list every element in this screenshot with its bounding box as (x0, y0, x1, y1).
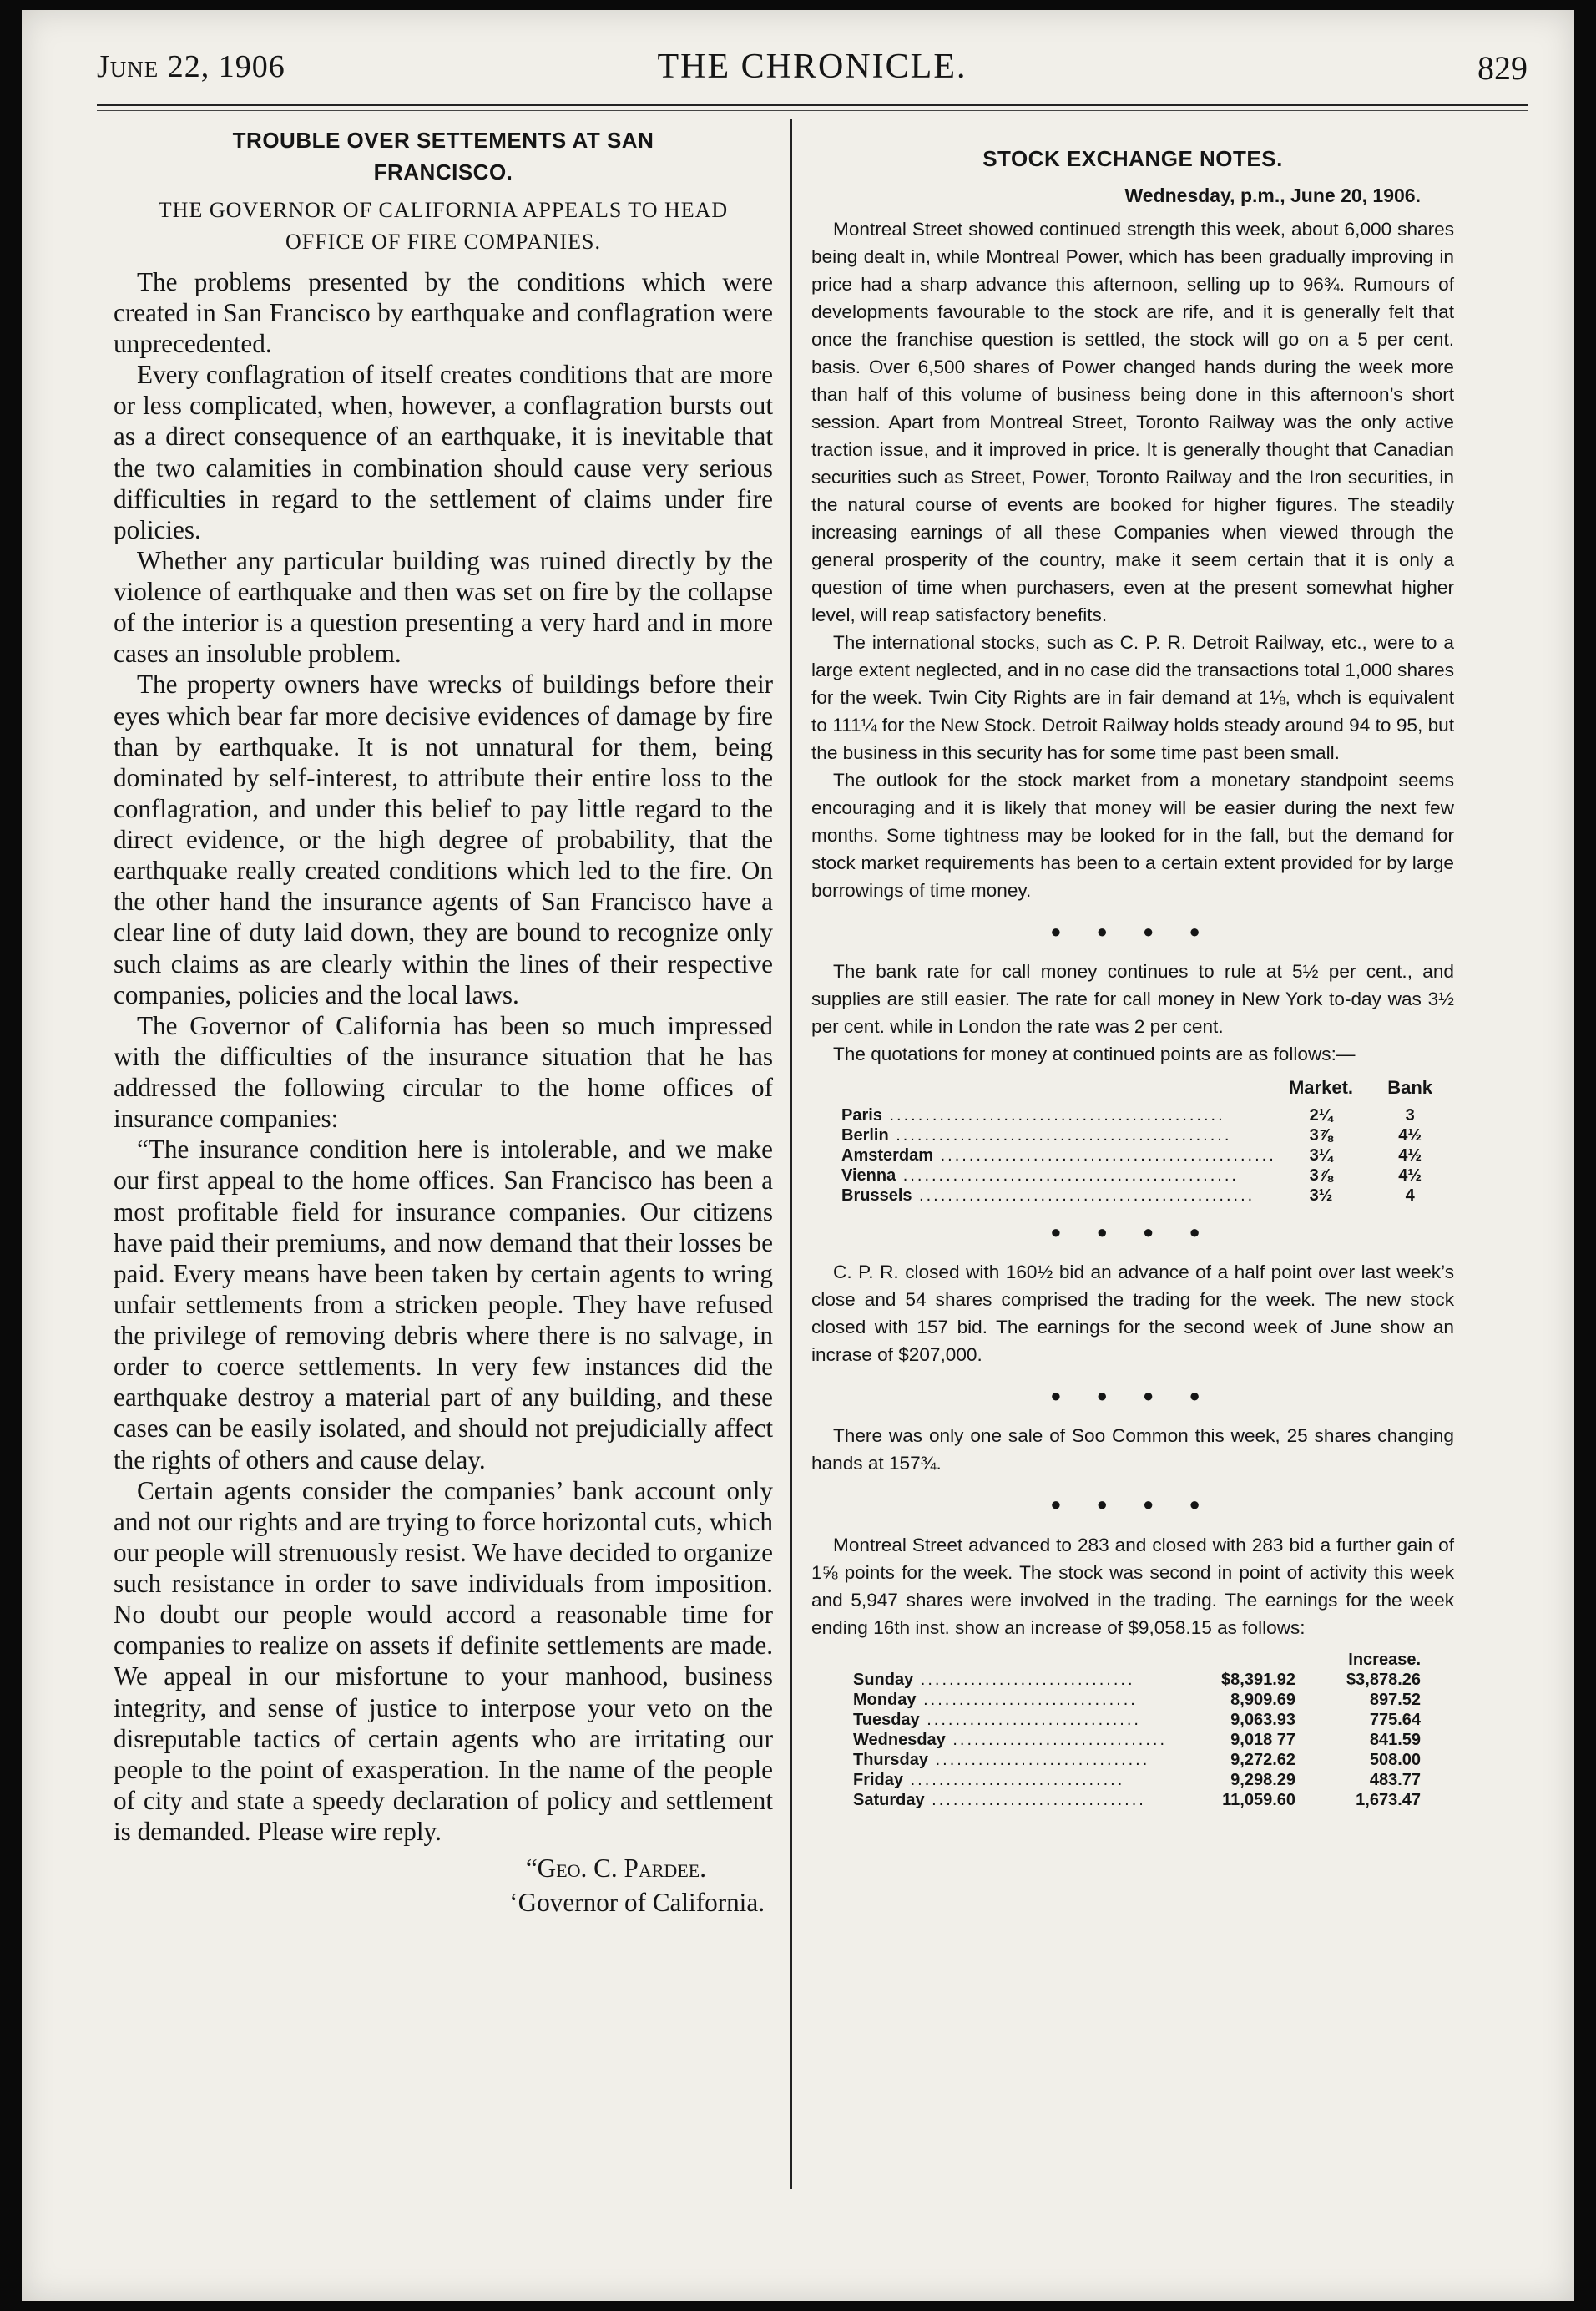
notes-paragraph: C. P. R. closed with 160½ bid an advance of a half point over last week’s close and 54 shares comprised the trading for the week. The new stock closed with 157 bid. The earnings for the second week of June show an incrase of $207,000. (811, 1262, 1454, 1366)
article-title (114, 125, 773, 188)
money-rates-table (841, 1077, 1454, 1206)
bank-rate: 4½ (1398, 1126, 1422, 1145)
section-separator: ● ● ● ● (1050, 1385, 1215, 1407)
table-row: Sunday .............................. $8,391.92 $3,878.26 (853, 1671, 1421, 1690)
day-name: Saturday (853, 1791, 925, 1810)
signature-name: “Geo. C. Pardee. (525, 1853, 706, 1884)
right-column (811, 144, 1454, 1810)
article-title-line: TROUBLE OVER SETTEMENTS AT SAN (232, 128, 654, 153)
table-header-row (853, 1650, 1421, 1670)
earnings-amount: 8,909.69 (1230, 1691, 1295, 1710)
bank-rate: 3 (1405, 1106, 1415, 1125)
notes-paragraph: There was only one sale of Soo Common this week, 25 shares changing hands at 157¾. (811, 1425, 1454, 1474)
page-header (97, 40, 1528, 99)
article-paragraph: Certain agents consider the companies’ bank account only and not our rights and are trying to force horizontal cuts, which our people will strenuously resist. We have decided to organize such resistance in order to save individuals from imposition. No doubt our people would accord a reasonable time for companies to realize on assets if definite settlements are made. We appeal in our misfortune to your manhood, business integrity, and sense of justice to interpose your veto on the disreputable tactics of certain agents who are irritating our people to the point of exasperation. In the name of the people of city and state a speedy declaration of policy and settlement is demanded. Please wire reply. (114, 1475, 773, 1846)
table-row: Wednesday .............................. 9,018 77 841.59 (853, 1731, 1421, 1750)
day-name: Monday (853, 1691, 917, 1710)
earnings-increase: $3,878.26 (1346, 1671, 1421, 1690)
earnings-amount: 9,018 77 (1230, 1731, 1295, 1750)
article-subtitle-line: THE GOVERNOR OF CALIFORNIA APPEALS TO HEAD (158, 198, 729, 223)
table-row: Thursday .............................. 9,272.62 508.00 (853, 1751, 1421, 1770)
bank-rate: 4½ (1398, 1146, 1422, 1166)
publication-title: THE CHRONICLE. (657, 48, 967, 86)
earnings-table (853, 1650, 1421, 1810)
notes-paragraph: Montreal Street advanced to 283 and closed with 283 bid a further gain of 1⅝ points for the week. The stock was second in point of activity this week and 5,947 shares were involved in the trading. The earnings for the week ending 16th inst. show an increase of $9,058.15 as follows: (811, 1534, 1454, 1638)
day-name: Thursday (853, 1751, 929, 1770)
article-title-line: FRANCISCO. (373, 159, 513, 185)
table-row: Amsterdam ............................................... 3¼ 4½ (841, 1145, 1454, 1166)
day-name: Wednesday (853, 1731, 946, 1750)
table-row: Vienna ............................................... 3⅞ 4½ (841, 1166, 1454, 1186)
column-header: Market. (1288, 1076, 1354, 1098)
table-row: Paris ............................................... 2¼ 3 (841, 1105, 1454, 1125)
notes-paragraph: Montreal Street showed continued strength this week, about 6,000 shares being dealt in, while Montreal Power, which has been gradually improving in price had a sharp advance this afternoon, selling up to 96¾. Rumours of developments favourable to the stock are rife, and it is generally felt that once the franchise question is settled, the stock will go on a 5 per cent. basis. Over 6,500 shares of Power changed hands during the week more than half of this volume of business being done in this afternoon’s short session. Apart from Montreal Street, Toronto Railway was the only active traction issue, and it improved in price. It is generally thought that Canadian securities such as Street, Power, Toronto Railway and the Iron securities, in the natural course of events are booked for higher figures. The steadily increasing earnings of all these Companies when viewed through the general prosperity of the country, make it seem certain that it is only a question of time when purchasers, even at the present somewhat higher level, will reap satisfactory benefits. (811, 219, 1454, 626)
city-name: Amsterdam (841, 1146, 934, 1166)
earnings-increase: 483.77 (1369, 1771, 1421, 1790)
signature-block (114, 1852, 773, 1919)
header-rule (97, 104, 1528, 106)
section-separator: ● ● ● ● (1050, 1494, 1215, 1515)
newspaper-page (22, 10, 1574, 2301)
article-paragraph: The problems presented by the conditions which were created in San Francisco by earthquake and conflagration were unprecedented. (114, 266, 773, 358)
page-number: 829 (1477, 49, 1528, 87)
signature-title: ‘Governor of California. (509, 1887, 765, 1917)
article-paragraph: The Governor of California has been so much impressed with the difficulties of the insurance situation that he has addressed the following circular to the home offices of insurance companies: (114, 1010, 773, 1134)
header-rule-thin (97, 110, 1528, 111)
day-name: Sunday (853, 1671, 914, 1690)
city-name: Brussels (841, 1186, 912, 1206)
notes-paragraph: The bank rate for call money continues to rule at 5½ per cent., and supplies are still easier. The rate for call money in New York to-day was 3½ per cent. while in London the rate was 2 per cent. (811, 960, 1454, 1037)
table-row: Saturday .............................. 11,059.60 1,673.47 (853, 1791, 1421, 1810)
market-rate: 3½ (1309, 1186, 1333, 1206)
column-divider (790, 119, 792, 2189)
notes-paragraph: The international stocks, such as C. P. R. Detroit Railway, etc., were to a large extent neglected, and in no case did the transactions total 1,000 shares for the week. Twin City Rights are in fair demand at 1⅛, whch is equivalent to 111¼ for the New Stock. Detroit Railway holds steady around 94 to 95, but the business in this security has for some time past been small. (811, 632, 1454, 763)
column-header: Bank (1387, 1076, 1433, 1098)
bank-rate: 4 (1405, 1186, 1415, 1206)
earnings-amount: 9,063.93 (1230, 1711, 1295, 1730)
article-subtitle-line: OFFICE OF FIRE COMPANIES. (285, 230, 602, 255)
earnings-increase: 897.52 (1369, 1691, 1421, 1710)
column-header: Increase. (1348, 1651, 1421, 1670)
city-name: Vienna (841, 1166, 896, 1186)
article-paragraph: Every conflagration of itself creates conditions that are more or less complicated, when, however, a conflagration bursts out as a direct consequence of an earthquake, it is inevitable that the two calamities in combination should cause very serious difficulties in regard to the settlement of claims under fire policies. (114, 360, 773, 544)
market-rate: 3⅞ (1309, 1166, 1333, 1186)
market-rate: 3⅞ (1309, 1126, 1333, 1145)
earnings-amount: 11,059.60 (1222, 1791, 1295, 1810)
earnings-amount: $8,391.92 (1221, 1671, 1295, 1690)
dateline: Wednesday, p.m., June 20, 1906. (1124, 184, 1421, 206)
table-row: Berlin ............................................... 3⅞ 4½ (841, 1125, 1454, 1145)
day-name: Tuesday (853, 1711, 920, 1730)
market-rate: 2¼ (1309, 1106, 1333, 1125)
stock-notes-title: STOCK EXCHANGE NOTES. (982, 146, 1283, 171)
notes-paragraph: The outlook for the stock market from a monetary standpoint seems encouraging and it is likely that money will be easier during the next few months. Some tightness may be looked for in the fall, but the demand for stock market requirements has been to a certain extent provided for by large borrowings of time money. (811, 769, 1454, 901)
earnings-increase: 1,673.47 (1356, 1791, 1421, 1810)
notes-paragraph: The quotations for money at continued points are as follows:— (833, 1043, 1356, 1064)
left-column (114, 125, 773, 1919)
article-paragraph: The property owners have wrecks of buildings before their eyes which bear far more decisive evidences of damage by fire than by earthquake. It is not unnatural for them, being dominated by self-interest, to attribute their entire loss to the conflagration, and under this belief to pay little regard to the direct evidence, or the high degree of probability, that the earthquake really created conditions which led to the fire. On the other hand the insurance agents of San Francisco have a clear line of duty laid down, they are bound to recognize only such claims as are clearly within the lines of their respective companies, policies and the local laws. (114, 670, 773, 1009)
table-row: Tuesday .............................. 9,063.93 775.64 (853, 1711, 1421, 1730)
table-header-row (841, 1077, 1454, 1105)
table-row: Friday .............................. 9,298.29 483.77 (853, 1771, 1421, 1790)
day-name: Friday (853, 1771, 904, 1790)
article-paragraph: Whether any particular building was ruined directly by the violence of earthquake and then was set on fire by the collapse of the interior is a question presenting a very hard and in more cases an insoluble problem. (114, 545, 773, 669)
earnings-increase: 775.64 (1369, 1711, 1421, 1730)
market-rate: 3¼ (1309, 1146, 1333, 1166)
section-separator: ● ● ● ● (1050, 1221, 1215, 1243)
city-name: Berlin (841, 1126, 889, 1145)
table-row: Monday .............................. 8,909.69 897.52 (853, 1691, 1421, 1710)
issue-date: June 22, 1906 (97, 49, 285, 84)
table-row: Brussels ............................................... 3½ 4 (841, 1186, 1454, 1206)
earnings-amount: 9,272.62 (1230, 1751, 1295, 1770)
city-name: Paris (841, 1106, 882, 1125)
bank-rate: 4½ (1398, 1166, 1422, 1186)
earnings-increase: 508.00 (1369, 1751, 1421, 1770)
article-subtitle (114, 195, 773, 257)
earnings-increase: 841.59 (1369, 1731, 1421, 1750)
earnings-amount: 9,298.29 (1230, 1771, 1295, 1790)
section-separator: ● ● ● ● (1050, 920, 1215, 942)
article-paragraph: “The insurance condition here is intolerable, and we make our first appeal to the home offices. San Francisco has been a most profitable field for insurance companies. Our citizens have paid their premiums, and now demand that their losses be paid. Every means have been taken by certain agents to wring unfair settlements from a stricken people. They have refused the privilege of removing debris where there is no salvage, in order to coerce settlements. In very few instances did the earthquake destroy a material part of any building, and these cases can be easily isolated, and should not prejudicially affect the rights of others and cause delay. (114, 1135, 773, 1474)
